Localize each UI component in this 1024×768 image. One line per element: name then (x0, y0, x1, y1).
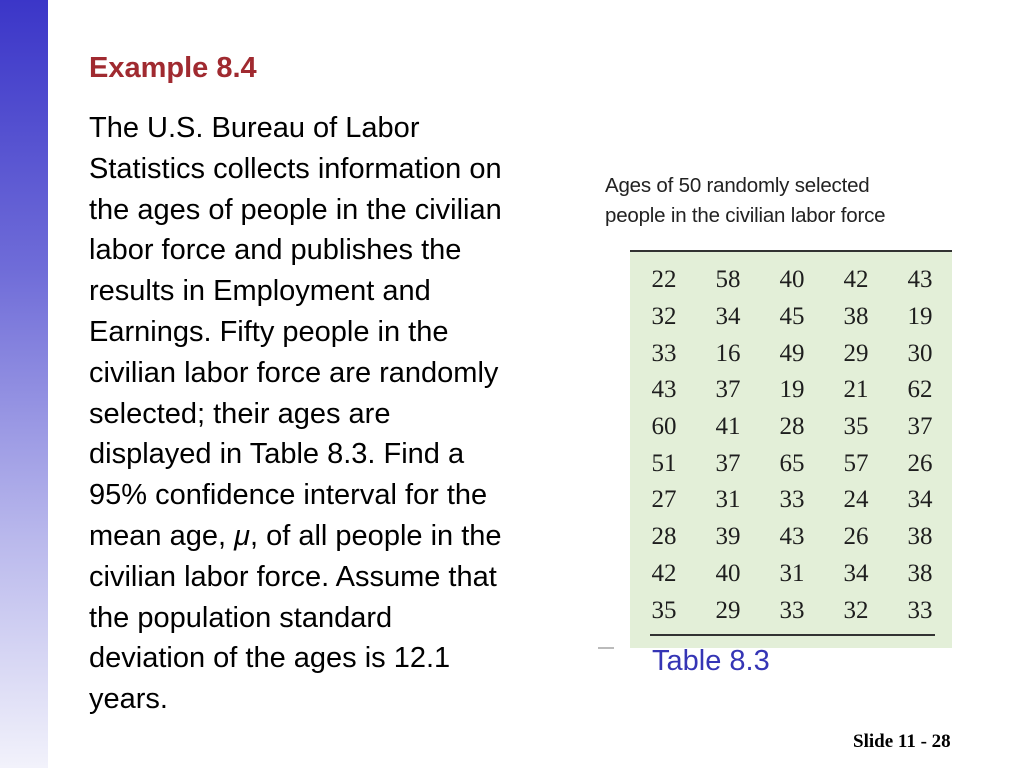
table-cell: 60 (651, 413, 677, 441)
table-cell: 24 (843, 486, 869, 514)
table-cell: 32 (843, 596, 869, 624)
table-cell: 28 (651, 523, 677, 551)
table-cell: 42 (651, 559, 677, 587)
mean-line-before: mean age, (89, 519, 235, 552)
table-cell: 38 (907, 523, 933, 551)
table-cell: 37 (715, 449, 741, 477)
table-cell: 26 (907, 449, 933, 477)
table-cell: 33 (779, 486, 805, 514)
mu-symbol: μ (234, 519, 250, 552)
table-row (630, 592, 952, 629)
table-cell: 34 (907, 486, 933, 514)
table-row (630, 556, 952, 593)
table-cell: 51 (651, 449, 677, 477)
table-cell: 29 (715, 596, 741, 624)
table-cell: 40 (715, 559, 741, 587)
table-cell: 40 (779, 266, 805, 294)
body-line: the ages of people in the civilian (89, 193, 502, 226)
table-cell: 28 (779, 413, 805, 441)
body-line: selected; their ages are (89, 397, 391, 430)
table-cell: 38 (843, 303, 869, 331)
table-cell: 35 (651, 596, 677, 624)
table-cell: 45 (779, 303, 805, 331)
table-cell: 43 (651, 376, 677, 404)
body-line: civilian labor force. Assume that (89, 560, 497, 593)
table-row (630, 519, 952, 556)
table-cell: 57 (843, 449, 869, 477)
table-row (630, 372, 952, 409)
slide-number: Slide 11 - 28 (853, 731, 951, 752)
table-cell: 27 (651, 486, 677, 514)
mean-line-after: , of all people in the (250, 519, 502, 552)
table-cell: 33 (651, 339, 677, 367)
table-cell: 31 (715, 486, 741, 514)
table-cell: 41 (715, 413, 741, 441)
divider-mark (598, 647, 614, 649)
table-cell: 42 (843, 266, 869, 294)
table-label: Table 8.3 (652, 645, 770, 677)
table-cell: 30 (907, 339, 933, 367)
table-row (630, 299, 952, 336)
table-cell: 39 (715, 523, 741, 551)
table-caption-line: people in the civilian labor force (605, 204, 886, 227)
body-line: years. (89, 683, 168, 716)
slide-title: Example 8.4 (89, 52, 257, 84)
body-line: Earnings. Fifty people in the (89, 315, 449, 348)
table-cell: 43 (779, 523, 805, 551)
table-cell: 35 (843, 413, 869, 441)
body-line: results in Employment and (89, 275, 431, 308)
table-cell: 58 (715, 266, 741, 294)
table-row (630, 409, 952, 446)
table-caption (605, 171, 955, 231)
table-cell: 19 (779, 376, 805, 404)
body-line: 95% confidence interval for the (89, 479, 488, 512)
table-cell: 38 (907, 559, 933, 587)
body-line: Statistics collects information on (89, 152, 502, 185)
body-line: the population standard (89, 601, 393, 634)
table-cell: 34 (843, 559, 869, 587)
body-line: displayed in Table 8.3. Find a (89, 438, 465, 471)
table-cell: 19 (907, 303, 933, 331)
table-cell: 31 (779, 559, 805, 587)
body-line: The U.S. Bureau of Labor (89, 112, 420, 144)
body-line-mean (89, 516, 584, 557)
table-cell: 37 (715, 376, 741, 404)
table-bottom-rule (650, 634, 935, 636)
table-row (630, 335, 952, 372)
table-cell: 32 (651, 303, 677, 331)
table-cell: 26 (843, 523, 869, 551)
body-line: civilian labor force are randomly (89, 356, 499, 389)
ages-table (630, 262, 952, 629)
table-cell: 33 (779, 596, 805, 624)
table-cell: 34 (715, 303, 741, 331)
body-line: labor force and publishes the (89, 234, 462, 267)
table-cell: 65 (779, 449, 805, 477)
table-cell: 21 (843, 376, 869, 404)
table-cell: 49 (779, 339, 805, 367)
table-cell: 62 (907, 376, 933, 404)
table-cell: 43 (907, 266, 933, 294)
table-cell: 33 (907, 596, 933, 624)
problem-statement (89, 108, 584, 720)
table-row (630, 482, 952, 519)
table-row (630, 445, 952, 482)
table-cell: 37 (907, 413, 933, 441)
table-caption-line: Ages of 50 randomly selected (605, 174, 870, 197)
side-bar-decoration (0, 0, 48, 768)
body-line: deviation of the ages is 12.1 (89, 642, 451, 675)
table-row (630, 262, 952, 299)
table-cell: 29 (843, 339, 869, 367)
table-cell: 22 (651, 266, 677, 294)
table-cell: 16 (715, 339, 741, 367)
